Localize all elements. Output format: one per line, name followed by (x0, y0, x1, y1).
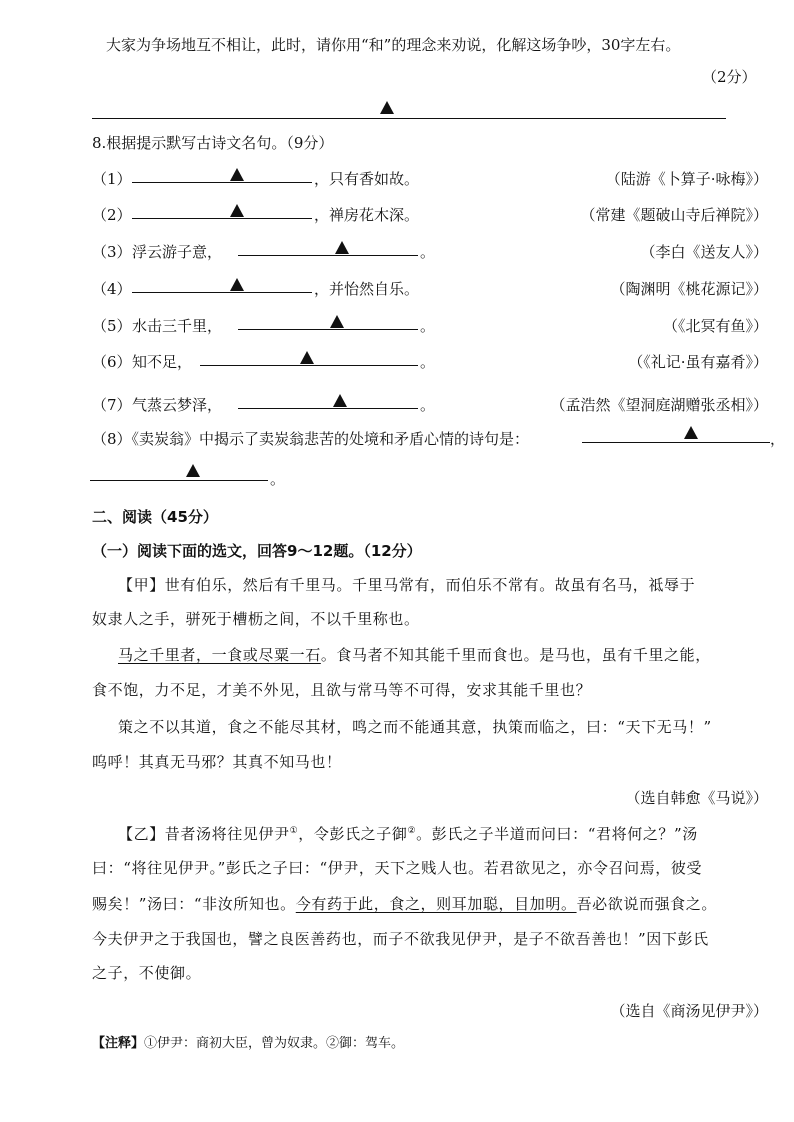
answer-marker-icon (684, 426, 698, 439)
q8-blank-5[interactable] (238, 315, 418, 330)
q8-item-pre: 气蒸云梦泽， (132, 396, 223, 414)
q8-item-num: （4） (92, 280, 132, 298)
q8-item-post: 。 (420, 317, 436, 335)
q8-item-post: ，并怡然自乐。 (314, 280, 420, 298)
q8-blank-4[interactable] (132, 278, 312, 293)
jia-paragraph-line (118, 644, 711, 665)
q8-item-pre: 浮云游子意， (132, 243, 223, 261)
annotation-label: 【注释】 (92, 1036, 145, 1051)
q8-item-pre: 水击三千里， (132, 317, 223, 335)
q8-blank-7[interactable] (238, 394, 418, 409)
q7-score: （2分） (702, 68, 757, 86)
yi-source: （选自《商汤见伊尹》） (610, 1002, 768, 1020)
annotation-text: ①伊尹：商初大臣，曾为奴隶。②御：驾车。 (144, 1036, 405, 1051)
q8-item-source: （常建《题破山寺后禅院》） (580, 206, 768, 224)
jia-paragraph-line: 奴隶人之手，骈死于槽枥之间，不以千里称也。 (92, 610, 420, 628)
q8-item-source: （陶渊明《桃花源记》） (610, 280, 768, 298)
q8-title: 8.根据提示默写古诗文名句。（9分） (92, 134, 334, 152)
jia-underlined-sentence: 马之千里者，一食或尽粟一石 (118, 646, 321, 664)
q8-item-num: （6） (92, 353, 132, 371)
answer-marker-icon (230, 278, 244, 291)
answer-marker-icon (333, 394, 347, 407)
answer-marker-icon (380, 101, 394, 114)
q7-tail-text: 大家为争场地互不相让，此时，请你用“和”的理念来劝说，化解这场争吵，30字左右。 (106, 36, 681, 54)
jia-paragraph-line: 呜呼！其真无马邪？其真不知马也！ (92, 753, 342, 771)
q8-item-post: 。 (420, 243, 436, 261)
q8-item-num: （7） (92, 396, 132, 414)
yi-paragraph-line (92, 893, 717, 914)
q8-item-post: 。 (420, 396, 436, 414)
q8-item-num: （5） (92, 317, 132, 335)
q8-blank-8b[interactable] (90, 466, 268, 481)
q8-blank-8a[interactable] (582, 428, 770, 443)
q8-item-pre: 知不足， (132, 353, 193, 371)
jia-paragraph-line: 策之不以其道，食之不能尽其材，鸣之而不能通其意，执策而临之，曰：“天下无马！” (118, 718, 712, 736)
yi-paragraph-line: 之子，不使御。 (92, 964, 202, 982)
yi-text: 赐矣！”汤曰：“非汝所知也。 (92, 895, 296, 913)
answer-marker-icon (230, 168, 244, 181)
q8-item8-text: （8）《卖炭翁》中揭示了卖炭翁悲苦的处境和矛盾心情的诗句是： (92, 430, 530, 448)
q8-item-num: （3） (92, 243, 132, 261)
footnote-marker: ① (289, 826, 299, 836)
yi-text: 。彭氏之子半道而问曰：“君将何之？”汤 (416, 825, 698, 843)
yi-text: 吾必欲说而强食之。 (576, 895, 717, 913)
answer-marker-icon (230, 204, 244, 217)
q8-item-post: 。 (420, 353, 436, 371)
section-subtitle: （一）阅读下面的选文，回答9～12题。（12分） (92, 542, 422, 560)
answer-marker-icon (186, 464, 200, 477)
q8-item8-end: 。 (270, 470, 286, 488)
q8-item-post: ，只有香如故。 (314, 170, 420, 188)
yi-underlined-sentence: 今有药于此，食之，则耳加聪，目加明。 (295, 895, 577, 913)
section-title: 二、阅读（45分） (92, 508, 218, 526)
q8-item-source: （李白《送友人》） (640, 243, 768, 261)
q8-item8-comma: ， (770, 430, 786, 448)
q8-item-source: （陆游《卜算子·咏梅》） (605, 170, 768, 188)
q8-blank-1[interactable] (132, 168, 312, 183)
jia-paragraph-line: 食不饱，力不足，才美不外见，且欲与常马等不可得，安求其能千里也？ (92, 681, 592, 699)
q8-item-source: （《礼记·虽有嘉肴》） (628, 353, 768, 371)
jia-text: 。食马者不知其能千里而食也。是马也，虽有千里之能， (320, 646, 711, 664)
q8-item-source: （孟浩然《望洞庭湖赠张丞相》） (550, 396, 768, 414)
yi-paragraph-line (118, 823, 698, 844)
q7-answer-line[interactable] (92, 104, 726, 119)
q8-blank-2[interactable] (132, 204, 312, 219)
footnote-marker: ② (407, 826, 417, 836)
q8-item-source: （《北冥有鱼》） (662, 317, 768, 335)
answer-marker-icon (330, 315, 344, 328)
yi-text: 【乙】昔者汤将往见伊尹 (118, 825, 290, 843)
q8-item-num: （2） (92, 206, 132, 224)
answer-marker-icon (300, 351, 314, 364)
q8-blank-3[interactable] (238, 241, 418, 256)
q8-item-post: ，禅房花木深。 (314, 206, 420, 224)
jia-source: （选自韩愈《马说》） (625, 789, 768, 807)
annotation (92, 1032, 404, 1051)
yi-paragraph-line: 今夫伊尹之于我国也，譬之良医善药也，而子不欲我见伊尹，是子不欲吾善也！”因下彭氏 (92, 930, 709, 948)
q8-item-num: （1） (92, 170, 132, 188)
yi-paragraph-line: 曰：“将往见伊尹。”彭氏之子曰：“伊尹，天下之贱人也。若君欲见之，亦令召问焉，彼受 (92, 859, 703, 877)
yi-text: ，令彭氏之子御 (298, 825, 408, 843)
answer-marker-icon (335, 241, 349, 254)
jia-paragraph-line: 【甲】世有伯乐，然后有千里马。千里马常有，而伯乐不常有。故虽有名马，祗辱于 (118, 576, 696, 594)
